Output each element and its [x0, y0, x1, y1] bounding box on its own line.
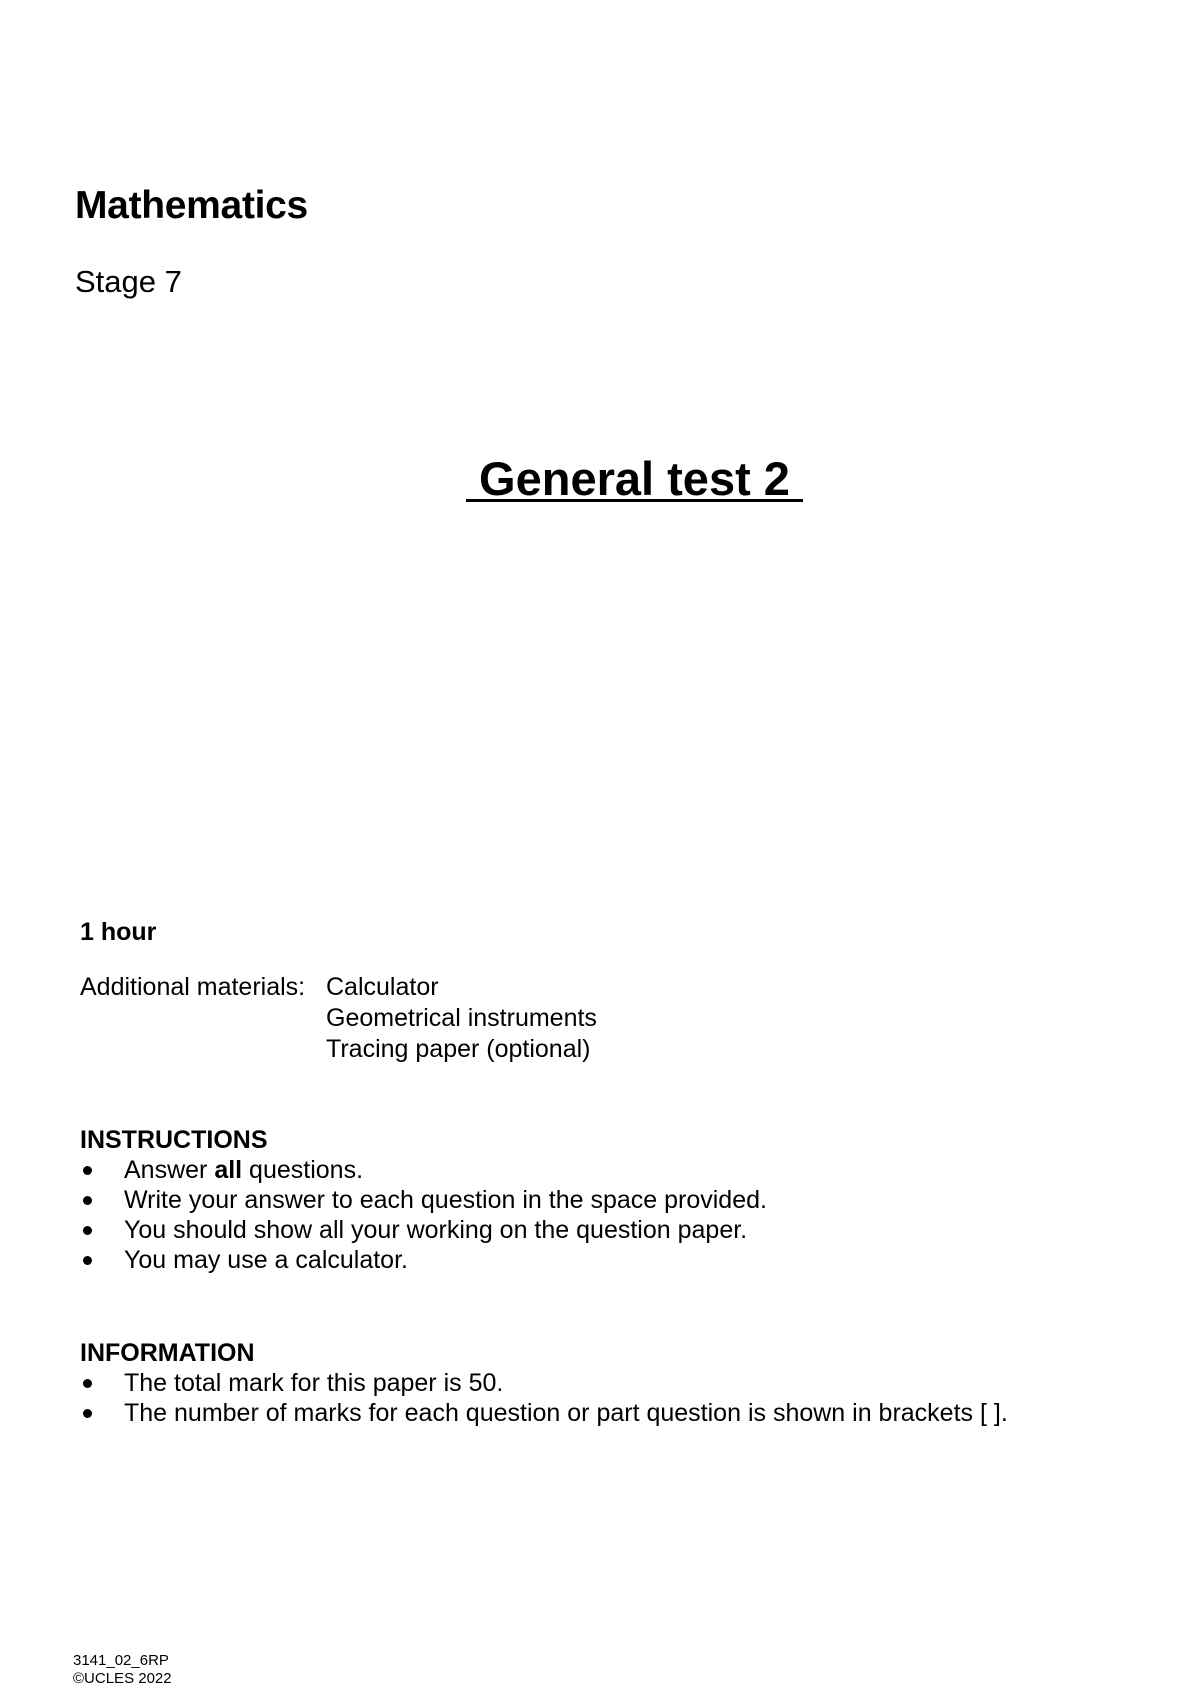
material-item: Tracing paper (optional) [326, 1035, 591, 1063]
stage-label: Stage 7 [75, 264, 182, 299]
materials-list [326, 972, 597, 1065]
test-title: General test 2 [466, 452, 803, 505]
instructions-heading: INSTRUCTIONS [80, 1126, 268, 1154]
instruction-text: Answer all questions. [124, 1156, 364, 1184]
additional-materials [80, 972, 597, 1065]
information-item [80, 1368, 1008, 1398]
subject-title: Mathematics [75, 184, 308, 227]
copyright-notice: ©UCLES 2022 [73, 1670, 172, 1687]
bullet-icon [83, 1166, 92, 1175]
materials-label: Additional materials: [80, 973, 306, 1001]
information-text: The number of marks for each question or part question is shown in brackets [ ]. [124, 1399, 1008, 1427]
bullet-icon [83, 1256, 92, 1265]
material-item: Calculator [326, 973, 439, 1001]
bullet-icon [83, 1409, 92, 1418]
instruction-text: You should show all your working on the question paper. [124, 1216, 748, 1244]
instruction-item [80, 1155, 767, 1185]
instruction-item [80, 1215, 767, 1245]
bullet-icon [83, 1196, 92, 1205]
information-list [80, 1368, 1008, 1428]
bullet-icon [83, 1379, 92, 1388]
footer [73, 1652, 172, 1688]
instruction-item [80, 1245, 767, 1275]
information-text: The total mark for this paper is 50. [124, 1369, 504, 1397]
information-item [80, 1398, 1008, 1428]
instruction-item [80, 1185, 767, 1215]
duration: 1 hour [80, 918, 157, 946]
bullet-icon [83, 1226, 92, 1235]
information-heading: INFORMATION [80, 1339, 255, 1367]
material-item: Geometrical instruments [326, 1004, 597, 1032]
instructions-list [80, 1155, 767, 1275]
instruction-text: You may use a calculator. [124, 1246, 408, 1274]
instruction-text: Write your answer to each question in the space provided. [124, 1186, 767, 1214]
paper-code: 3141_02_6RP [73, 1652, 169, 1669]
emphasis-text: all [214, 1156, 243, 1184]
